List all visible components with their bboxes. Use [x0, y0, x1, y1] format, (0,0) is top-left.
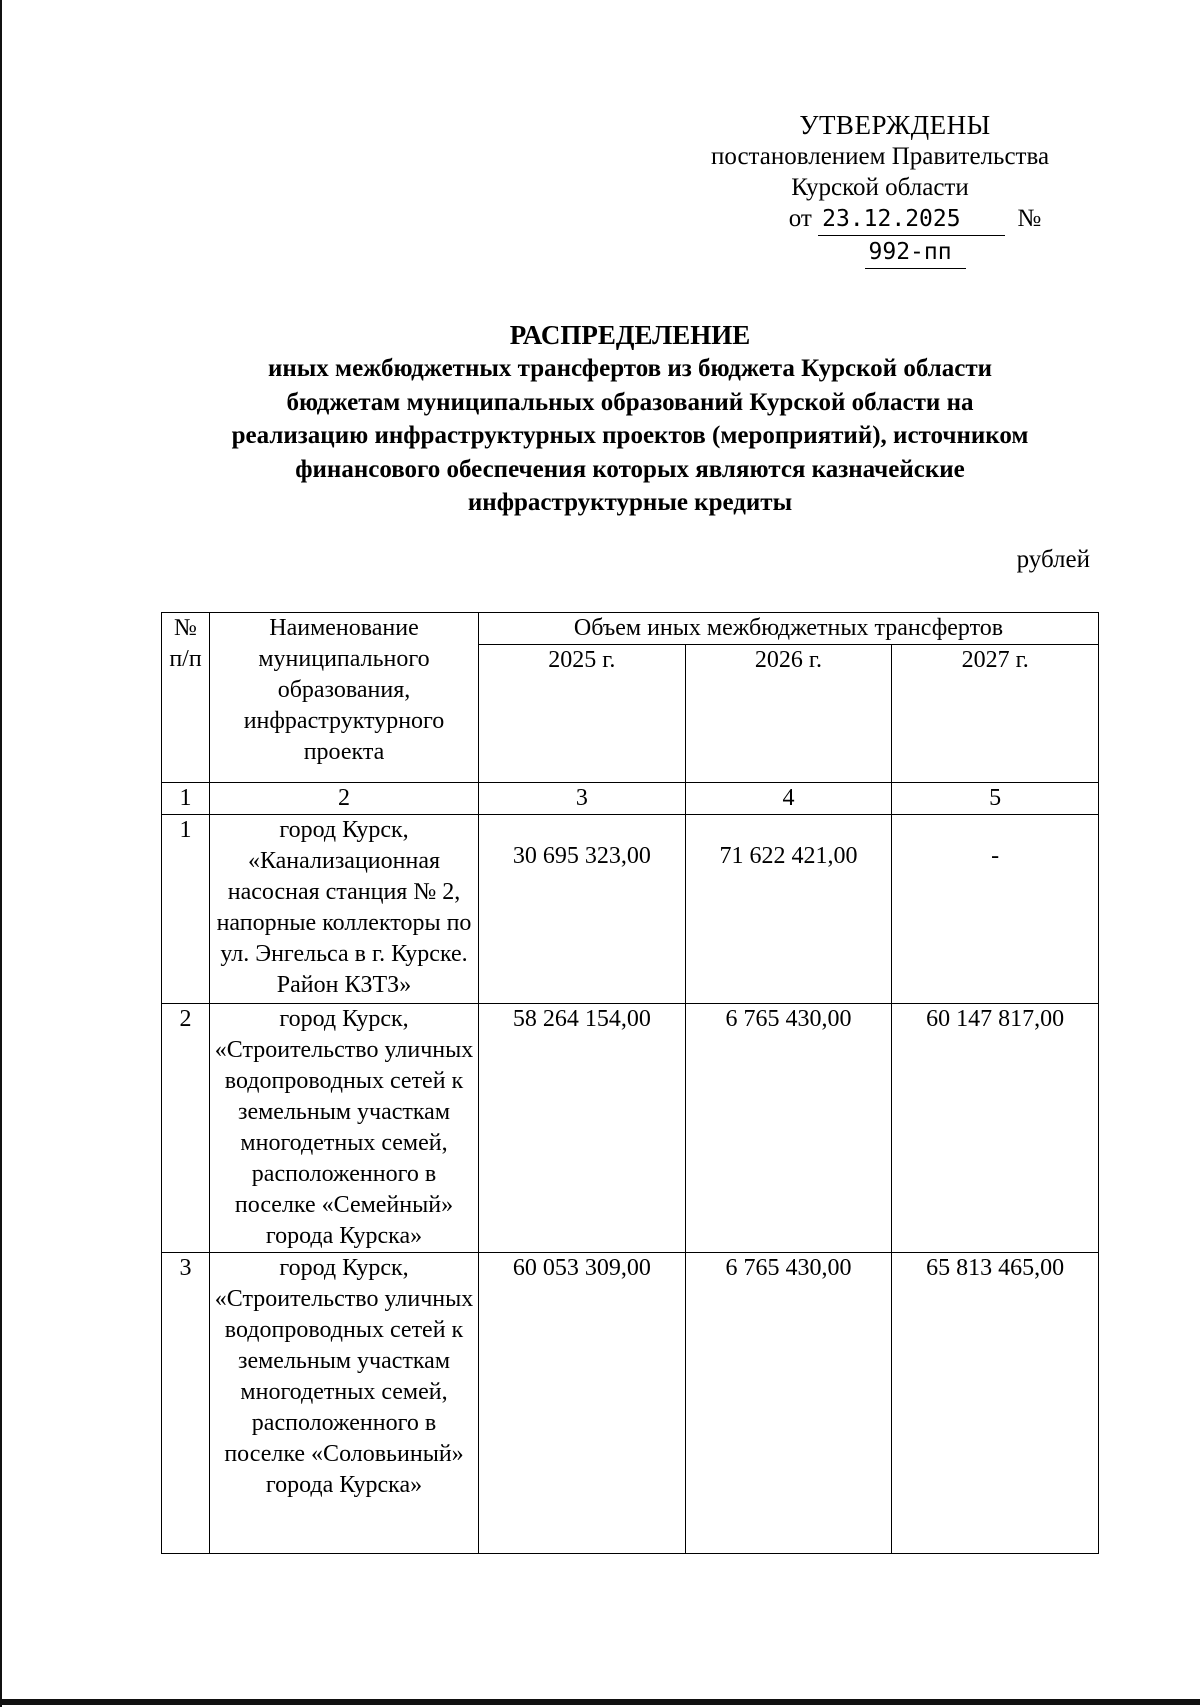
- row-name-line: насосная станция № 2,: [227, 879, 461, 905]
- units-label: рублей: [1016, 546, 1090, 573]
- approval-date: 23.12.2025: [818, 204, 1005, 236]
- row-name-line: водопроводных сетей к: [224, 1317, 464, 1343]
- row-name-line: расположенного в: [251, 1410, 437, 1436]
- approval-block: [680, 110, 1080, 269]
- row-name-line: поселке «Соловьиный»: [224, 1441, 464, 1467]
- value-2026: 71 622 421,00: [685, 815, 892, 1004]
- approval-number: 992-пп: [865, 237, 966, 269]
- index-cell: 3: [479, 783, 686, 815]
- row-name: [210, 1253, 479, 1554]
- transfers-table: [161, 612, 1099, 1554]
- approval-heading: УТВЕРЖДЕНЫ: [799, 110, 991, 140]
- index-cell: 1: [162, 783, 210, 815]
- row-name-line: «Строительство уличных: [214, 1037, 474, 1063]
- row-name-line: «Строительство уличных: [214, 1286, 474, 1312]
- row-name-line: «Канализационная: [247, 848, 441, 874]
- row-name-line: поселке «Семейный»: [234, 1192, 454, 1218]
- value-2025: 30 695 323,00: [479, 815, 686, 1004]
- title-main: РАСПРЕДЕЛЕНИЕ: [509, 320, 751, 350]
- header-year-2026: 2026 г.: [685, 645, 892, 783]
- header-year-2027: 2027 г.: [892, 645, 1099, 783]
- value-2027: -: [892, 815, 1099, 1004]
- row-name-line: города Курска»: [265, 1223, 423, 1249]
- table-row: [162, 1253, 1099, 1554]
- header-name-line: образования,: [277, 677, 411, 703]
- scan-edge-bottom: [0, 1699, 1200, 1705]
- header-name: [210, 613, 479, 783]
- header-name-line: муниципального: [258, 646, 430, 672]
- title-line: финансового обеспечения которых являются казначейские: [295, 455, 965, 483]
- row-name-line: водопроводных сетей к: [224, 1068, 464, 1094]
- approval-registration-line: [750, 203, 1080, 269]
- title-line: бюджетам муниципальных образований Курской области на: [286, 388, 974, 416]
- title-line: иных межбюджетных трансфертов из бюджета Курской области: [267, 355, 993, 382]
- row-name-line: расположенного в: [251, 1161, 437, 1187]
- table-row: [162, 1004, 1099, 1253]
- value-2025: 58 264 154,00: [479, 1004, 686, 1253]
- row-name-line: Район КЗТЗ»: [276, 972, 412, 998]
- value-2026: 6 765 430,00: [685, 1004, 892, 1253]
- title-line: реализацию инфраструктурных проектов (мероприятий), источником: [231, 422, 1029, 449]
- header-name-line: инфраструктурного: [243, 708, 445, 734]
- index-cell: 2: [210, 783, 479, 815]
- header-row-group: [162, 613, 1099, 645]
- header-name-line: проекта: [303, 739, 385, 765]
- index-row: [162, 783, 1099, 815]
- date-prefix: от: [788, 205, 812, 232]
- header-number-line: №: [174, 615, 197, 641]
- row-name-line: ул. Энгельса в г. Курске.: [220, 941, 468, 967]
- title-line: инфраструктурные кредиты: [467, 489, 793, 516]
- row-name-line: город Курск,: [279, 1006, 409, 1032]
- row-number: 3: [162, 1253, 210, 1554]
- header-number-line: п/п: [169, 646, 202, 672]
- row-name-line: многодетных семей,: [240, 1130, 448, 1156]
- document-title: [0, 318, 1200, 520]
- row-name: [210, 815, 479, 1004]
- header-volume-group: Объем иных межбюджетных трансфертов: [479, 613, 1099, 645]
- row-number: 1: [162, 815, 210, 1004]
- row-name-line: земельным участкам: [237, 1348, 451, 1374]
- row-name-line: города Курска»: [265, 1472, 423, 1498]
- value-2027: 65 813 465,00: [892, 1253, 1099, 1554]
- row-name-line: город Курск,: [279, 1255, 409, 1281]
- header-year-2025: 2025 г.: [479, 645, 686, 783]
- row-number: 2: [162, 1004, 210, 1253]
- row-name-line: напорные коллекторы по: [216, 910, 472, 936]
- header-name-line: Наименование: [269, 615, 419, 641]
- value-2027: 60 147 817,00: [892, 1004, 1099, 1253]
- table-row: [162, 815, 1099, 1004]
- row-name: [210, 1004, 479, 1253]
- header-number: [162, 613, 210, 783]
- number-prefix: №: [1017, 205, 1042, 232]
- value-2026: 6 765 430,00: [685, 1253, 892, 1554]
- row-name-line: город Курск,: [279, 817, 409, 843]
- row-name-line: многодетных семей,: [240, 1379, 448, 1405]
- value-2025: 60 053 309,00: [479, 1253, 686, 1554]
- approval-line-1: постановлением Правительства: [710, 143, 1050, 170]
- row-name-line: земельным участкам: [237, 1099, 451, 1125]
- scan-edge-left: [0, 0, 2, 1707]
- approval-line-2: Курской области: [791, 174, 969, 201]
- index-cell: 5: [892, 783, 1099, 815]
- index-cell: 4: [685, 783, 892, 815]
